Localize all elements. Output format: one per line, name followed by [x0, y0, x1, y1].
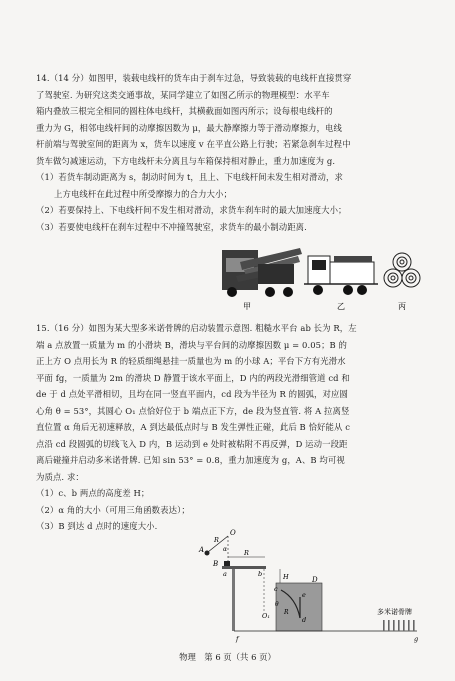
label-bing: 丙	[398, 302, 406, 311]
label-H: H	[283, 573, 289, 581]
label-g: g	[414, 635, 419, 643]
q15-line-2: 端 a 点放置一质量为 m 的小滑块 B，滑块与平台间的动摩擦因数 μ = 0.05；B 的	[36, 339, 348, 350]
block-B	[224, 561, 230, 566]
q14-item-3: （3）若要使电线杆在刹车过程中不冲撞驾驶室，求货车的最小制动距离.	[36, 221, 307, 232]
q14-line-4: 重力为 G，相邻电线杆间的动摩擦因数为 μ，最大静摩擦力等于滑动摩擦力，电线	[36, 122, 343, 133]
platform-ab	[222, 566, 266, 569]
label-alpha: α	[223, 546, 228, 553]
q15-line-4: 平面 fg，一质量为 2m 的滑块 D 静置于该水平面上，D 内的两段光滑细管道 cd 和	[36, 372, 350, 383]
label-a: a	[223, 570, 227, 578]
label-D: D	[312, 576, 318, 584]
q15-line-5: de 于 d 点处平滑相切，且均在同一竖直平面内，cd 段为半径为 R 的圆弧，对应圆	[36, 389, 348, 399]
support-pillar	[232, 569, 235, 631]
q15-line-3: 正上方 O 点用长为 R 的轻质细绳悬挂一质量也为 m 的小球 A；平台下方有光滑水	[36, 356, 346, 366]
label-c: c	[274, 585, 278, 593]
label-R-arc: R	[284, 609, 289, 616]
page-footer: 物理 第 6 页（共 6 页）	[179, 652, 276, 662]
q14-item-1: （1）若货车制动距离为 s，制动时间为 t，且上、下电线杆间未发生相对滑动，求	[36, 172, 343, 182]
q14-line-1: 14.（14 分）如图甲，装载电线杆的货车由于刹车过急，导致装载的电线杆直接贯穿	[36, 73, 352, 83]
dominoes	[383, 620, 415, 631]
q15-line-9: 离后碰撞并启动多米诺骨牌. 已知 sin 53° = 0.8，重力加速度为 g，A、B 均可视	[36, 455, 345, 465]
q15-item-3: （3）B 到达 d 点时的速度大小.	[36, 521, 158, 531]
label-b: b	[258, 570, 263, 578]
block-D	[276, 583, 322, 631]
q15-line-8: 点沿 cd 段圆弧的切线飞入 D 内，B 运动到 e 处时被粘附不再反弹，D 运动一段距	[36, 438, 348, 449]
label-yi: 乙	[337, 302, 345, 311]
label-domino: 多米诺骨牌	[377, 608, 412, 616]
label-f: f	[236, 635, 239, 643]
label-d: d	[302, 616, 307, 624]
label-jia: 甲	[243, 302, 251, 311]
q14-line-5: 杆前端与驾驶室间的距离为 x，货车以速度 v 在平直公路上行驶；若紧急刹车过程中	[36, 139, 351, 149]
q14-line-3: 箱内叠放三根完全相同的圆柱体电线杆，其横截面如图丙所示；设每根电线杆的	[36, 106, 333, 116]
label-A: A	[199, 546, 205, 554]
q15-line-6: 心角 θ = 53°，其圆心 O₁ 点恰好位于 b 端点正下方，de 段为竖直管. 将 A 拉离竖	[36, 405, 350, 416]
q14-item-1-cont: 上方电线杆在此过程中所受摩擦力的合力大小；	[54, 188, 232, 199]
label-O1: O₁	[262, 612, 270, 620]
label-theta: θ	[275, 601, 279, 608]
label-R-platform: R	[244, 549, 249, 557]
ball-A	[205, 551, 210, 556]
q15-line-7: 直位置 α 角后无初速释放，A 到达最低点时与 B 发生弹性正碰，此后 B 恰好能从 c	[36, 422, 351, 432]
label-O: O	[230, 529, 236, 537]
q14-line-2: 了驾驶室. 为研究这类交通事故，某同学建立了如图乙所示的物理模型：水平车	[36, 89, 330, 100]
q14-item-2: （2）若要保持上、下电线杆间不发生相对滑动，求货车刹车时的最大加速度大小；	[36, 205, 347, 215]
label-B: B	[213, 560, 219, 568]
q14-line-6: 货车做匀减速运动，下方电线杆未分离且与车箱保持相对静止，重力加速度为 g.	[36, 155, 336, 166]
q15-line-1: 15.（16 分）如图为某大型多米诺骨牌的启动装置示意图. 粗糙水平台 ab 长为 R，左	[36, 323, 357, 333]
q15-item-2: （2）α 角的大小（可用三角函数表达）；	[36, 504, 190, 515]
label-R-rope: R	[214, 536, 219, 544]
label-e: e	[302, 591, 306, 599]
q15-line-10: 为质点. 求：	[36, 471, 84, 482]
q15-item-1: （1）c、b 两点的高度差 H；	[36, 488, 150, 498]
